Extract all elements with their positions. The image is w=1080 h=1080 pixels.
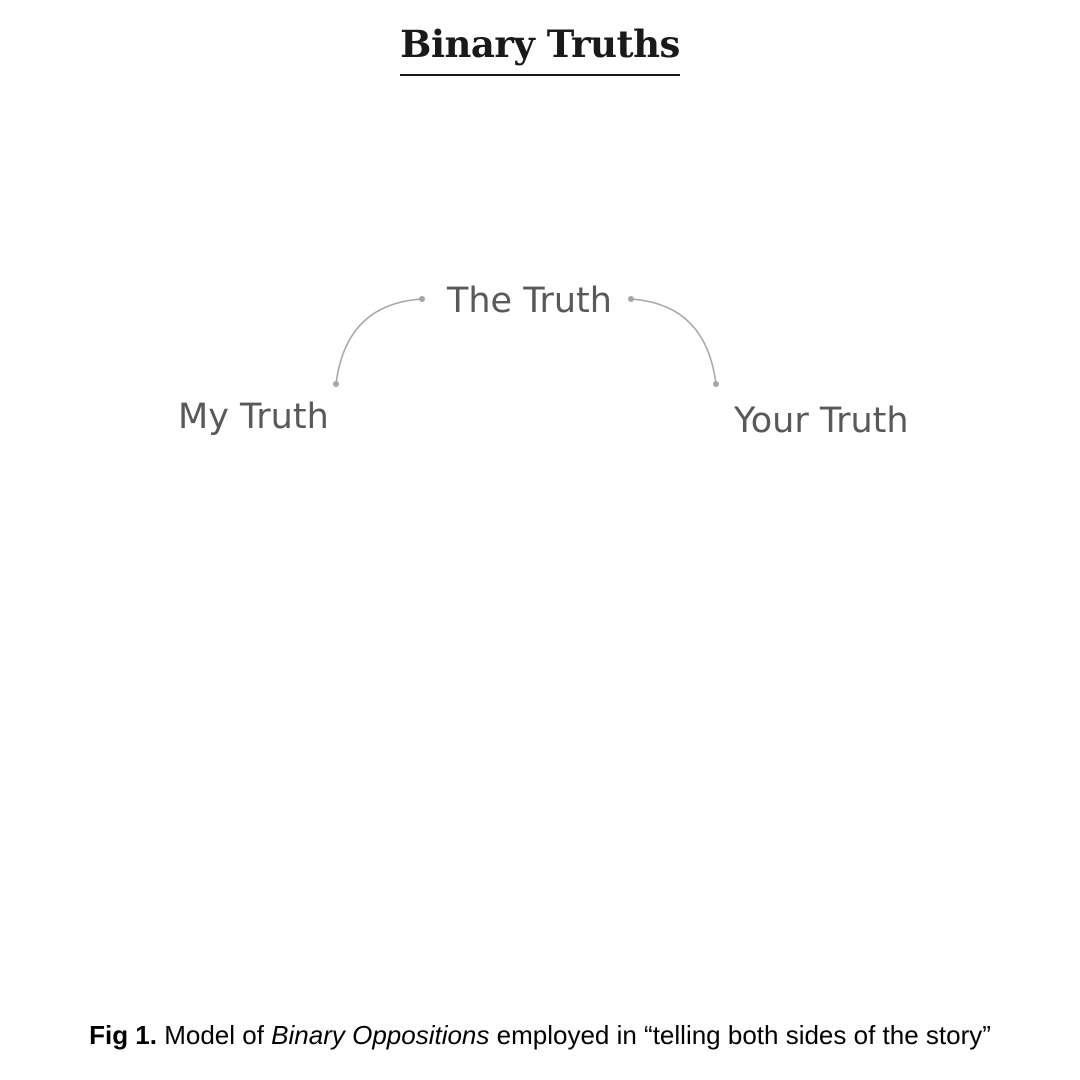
caption-label: Fig 1. — [89, 1020, 157, 1050]
node-your-truth: Your Truth — [734, 401, 909, 441]
connector-endpoint-the-truth-left — [419, 296, 425, 302]
node-the-truth: The Truth — [447, 281, 612, 321]
connector-the-truth-to-your-truth — [631, 299, 716, 384]
caption-emphasis: Binary Oppositions — [271, 1020, 490, 1050]
diagram-title: Binary Truths — [400, 22, 680, 76]
connector-endpoint-the-truth-right — [628, 296, 634, 302]
caption-text-before: Model of — [157, 1020, 272, 1050]
figure-caption — [0, 1020, 1080, 1051]
connector-my-truth-to-the-truth — [336, 299, 422, 384]
connector-endpoint-my-truth — [333, 381, 339, 387]
caption-text-after: employed in “telling both sides of the story” — [489, 1020, 991, 1050]
connector-endpoint-your-truth — [713, 381, 719, 387]
node-my-truth: My Truth — [178, 397, 329, 437]
